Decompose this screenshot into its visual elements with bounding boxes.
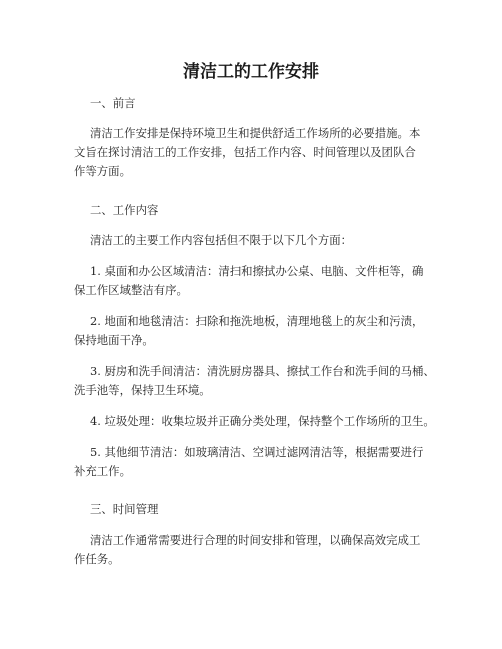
list-item-line: 3. 厨房和洗手间清洁：清洗厨房器具、擦拭工作台和洗手间的马桶、 xyxy=(90,364,435,378)
list-item-line: 洗手池等，保持卫生环境。 xyxy=(74,383,211,397)
paragraph-line: 作任务。 xyxy=(74,552,120,566)
document-title: 清洁工的工作安排 xyxy=(183,62,319,82)
section-heading-time-management: 三、时间管理 xyxy=(90,502,159,516)
section-heading-work-content: 二、工作内容 xyxy=(90,203,159,217)
list-item-line: 补充工作。 xyxy=(74,464,131,478)
paragraph-line: 文旨在探讨清洁工的工作安排，包括工作内容、时间管理以及团队合 xyxy=(74,145,416,159)
list-item-line: 保工作区域整洁有序。 xyxy=(74,283,188,297)
paragraph-line: 清洁工作安排是保持环境卫生和提供舒适工作场所的必要措施。本 xyxy=(90,126,421,140)
paragraph-line: 作等方面。 xyxy=(74,164,131,178)
list-item-line: 5. 其他细节清洁：如玻璃清洁、空调过滤网清洁等，根据需要进行 xyxy=(90,445,424,459)
list-item-line: 1. 桌面和办公区域清洁：清扫和擦拭办公桌、电脑、文件柜等，确 xyxy=(90,264,424,278)
list-item-line: 2. 地面和地毯清洁：扫除和拖洗地板，清理地毯上的灰尘和污渍， xyxy=(90,314,424,328)
paragraph-line: 清洁工作通常需要进行合理的时间安排和管理，以确保高效完成工 xyxy=(90,533,421,547)
list-item-line: 保持地面干净。 xyxy=(74,333,154,347)
section-heading-preface: 一、前言 xyxy=(90,96,136,110)
paragraph-line: 清洁工的主要工作内容包括但不限于以下几个方面： xyxy=(90,233,352,247)
list-item-line: 4. 垃圾处理：收集垃圾并正确分类处理，保持整个工作场所的卫生。 xyxy=(90,414,435,428)
